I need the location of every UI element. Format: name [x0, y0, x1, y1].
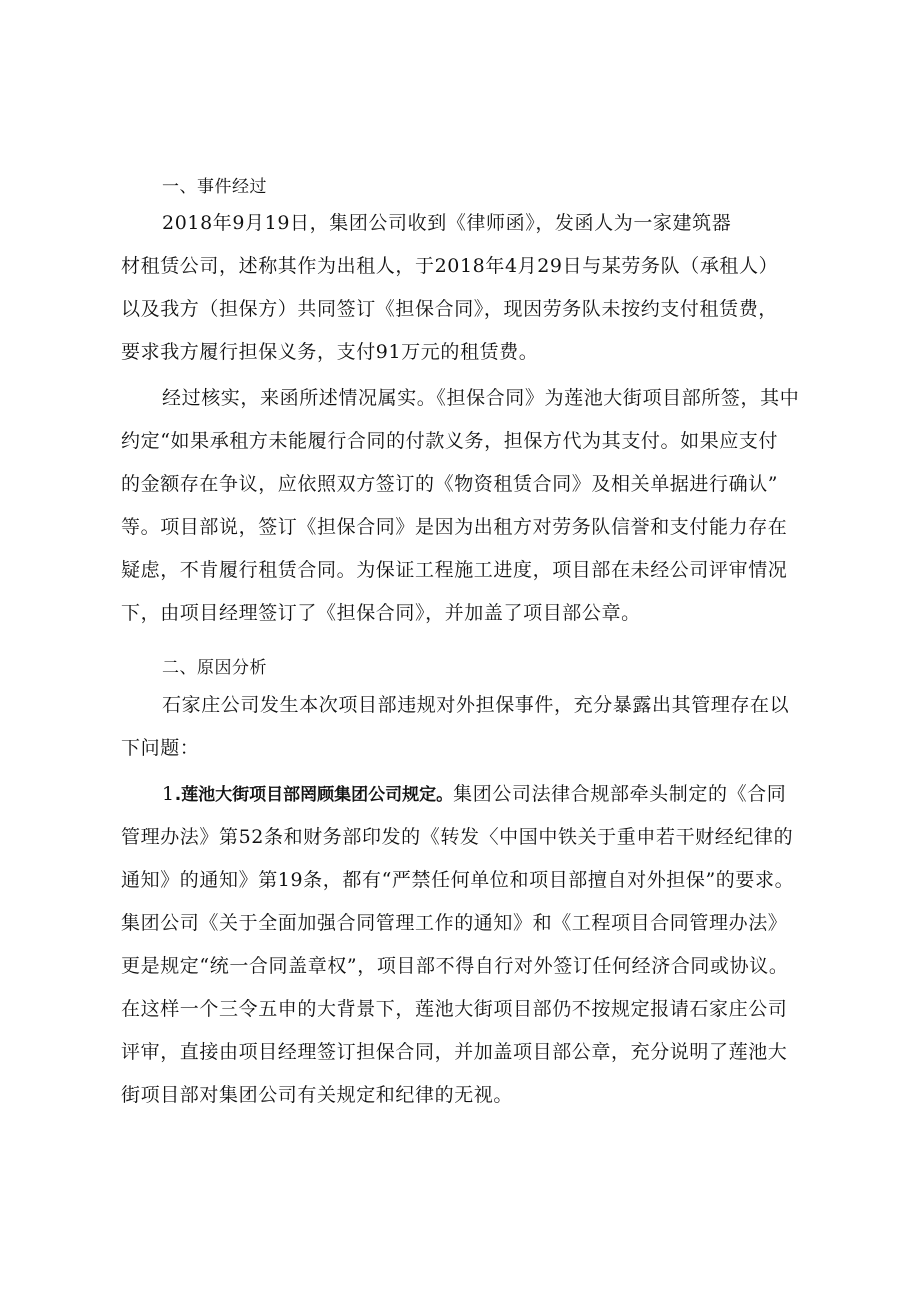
item1-rest: 集团公司法律合规部牵头制定的《合同 — [453, 783, 787, 805]
section2-item1-line3: 通知》的通知》第19条，都有“严禁任何单位和项目部擅自对外担保”的要求。 — [121, 869, 795, 891]
section2-item1-line2: 管理办法》第52条和财务部印发的《转发〈中国中铁关于重申若干财经纪律的 — [121, 826, 794, 848]
section1-p1-line2: 材租赁公司，述称其作为出租人，于2018年4月29日与某劳务队（承租人） — [121, 255, 779, 277]
item1-number: 1 — [162, 783, 175, 805]
section1-p1-line3: 以及我方（担保方）共同签订《担保合同》，现因劳务队未按约支付租赁费， — [121, 298, 778, 320]
section2-p1-line1: 石家庄公司发生本次项目部违规对外担保事件，充分暴露出其管理存在以 — [162, 694, 790, 716]
section1-p2-line2: 约定“如果承租方未能履行合同的付款义务，担保方代为其支付。如果应支付 — [121, 430, 779, 452]
section1-heading: 一、事件经过 — [162, 177, 267, 197]
section2-item1-line7: 评审，直接由项目经理签订担保合同，并加盖项目部公章，充分说明了莲池大 — [121, 1041, 788, 1063]
section2-p1-line2: 下问题： — [121, 737, 200, 759]
section1-p2-line1: 经过核实，来函所述情况属实。《担保合同》为莲池大街项目部所签，其中 — [162, 387, 800, 409]
section2-item1-line1 — [162, 779, 786, 806]
section1-p2-line4: 等。项目部说，签订《担保合同》是因为出租方对劳务队信誉和支付能力存在 — [121, 516, 788, 538]
section1-p1-line4: 要求我方履行担保义务，支付91万元的租赁费。 — [121, 341, 539, 363]
section2-item1-line6: 在这样一个三令五申的大背景下，莲池大街项目部仍不按规定报请石家庄公司 — [121, 998, 788, 1020]
section1-p2-line5: 疑虑，不肯履行租赁合同。为保证工程施工进度，项目部在未经公司评审情况 — [121, 559, 788, 581]
item1-bold-heading: .莲池大街项目部罔顾集团公司规定。 — [174, 785, 454, 805]
section2-item1-line8: 街项目部对集团公司有关规定和纪律的无视。 — [121, 1084, 514, 1106]
section1-p2-line3: 的金额存在争议，应依照双方签订的《物资租赁合同》及相关单据进行确认” — [121, 473, 779, 495]
section2-item1-line4: 集团公司《关于全面加强合同管理工作的通知》和《工程项目合同管理办法》 — [121, 912, 788, 934]
section2-item1-line5: 更是规定“统一合同盖章权”，项目部不得自行对外签订任何经济合同或协议。 — [121, 955, 789, 977]
section2-heading: 二、原因分析 — [162, 658, 267, 678]
section1-p1-line1: 2018年9月19日，集团公司收到《律师函》，发函人为一家建筑器 — [162, 212, 732, 234]
section1-p2-line6: 下，由项目经理签订了《担保合同》，并加盖了项目部公章。 — [121, 602, 641, 624]
